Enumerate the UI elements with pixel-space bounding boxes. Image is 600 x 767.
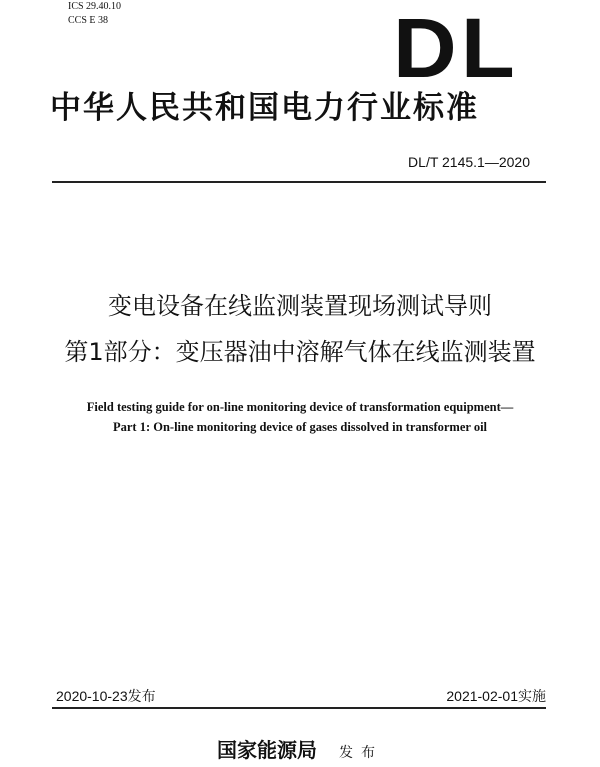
national-standard-heading: 中华人民共和国电力行业标准 (50, 90, 479, 126)
standard-number: DL/T 2145.1—2020 (408, 154, 530, 170)
effective-date: 2021-02-01实施 (446, 688, 546, 704)
bottom-divider (52, 707, 546, 709)
top-divider (52, 181, 546, 183)
title-cn-line2: 第1部分：变压器油中溶解气体在线监测装置 (64, 338, 536, 366)
publisher-action: 发布 (339, 745, 383, 761)
title-cn-line1: 变电设备在线监测装置现场测试导则 (108, 292, 492, 320)
dl-logo: DL (393, 1, 519, 95)
publisher (0, 734, 600, 763)
title-en-line2: Part 1: On-line monitoring device of gases dissolved in transformer oil (112, 420, 488, 434)
ccs-code: CCS E 38 (68, 15, 109, 26)
classification-codes (68, 0, 121, 28)
issue-date: 2020-10-23发布 (56, 688, 156, 704)
title-en-line1: Field testing guide for on-line monitoring device of transformation equipment— (86, 400, 514, 414)
ics-code: ICS 29.40.10 (68, 1, 122, 12)
publisher-name: 国家能源局 (217, 738, 317, 762)
